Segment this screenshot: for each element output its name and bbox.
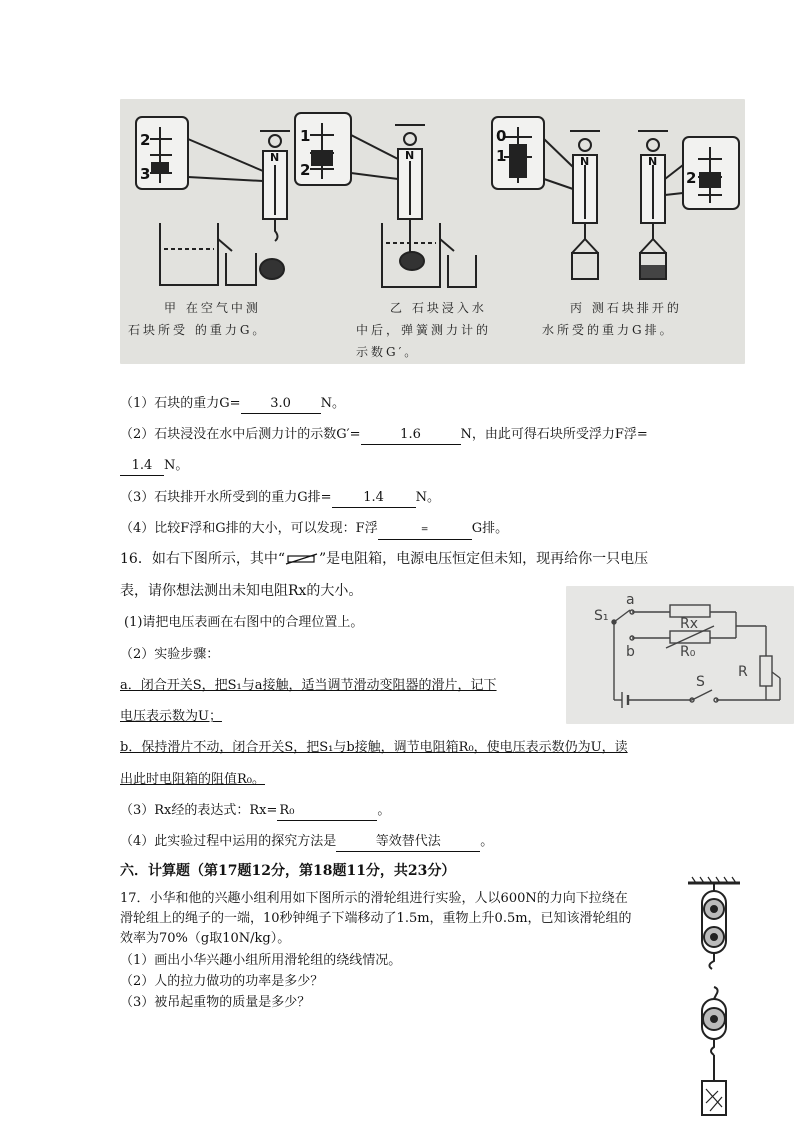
q17-question-1: （1）画出小华兴趣小组所用滑轮组的绕线情况。 — [120, 953, 402, 968]
caption-jia: 石块所受 的重力G。 — [128, 323, 268, 337]
scale-label: N — [580, 155, 590, 168]
answer-compare: = — [378, 521, 472, 540]
q16-part3: （3）Rx经的表达式：Rx= R₀ 。 — [120, 802, 390, 821]
q15-line2: （2）石块浸没在水中后测力计的示数G′= 1.6 N，由此可得石块所受浮力F浮= — [120, 426, 648, 445]
q15-line3: （3）石块排开水所受到的重力G排= 1.4 N。 — [120, 489, 440, 508]
q17-text-3: 效率为70%（g取10N/kg）。 — [120, 931, 291, 946]
circuit-label-s1: S₁ — [594, 608, 609, 624]
q17-text-2: 滑轮组上的绳子的一端，10秒钟绳子下端移动了1.5m，重物上升0.5m，已知该滑轮组的 — [120, 911, 632, 926]
circuit-label-r0: R₀ — [680, 644, 696, 660]
q16-intro-1: 16．如右下图所示，其中“ ”是电阻箱，电源电压恒定但未知，现再给你一只电压 — [120, 551, 649, 567]
caption-bing: 水所受的重力G排。 — [542, 323, 675, 337]
scale-label: 1 — [496, 147, 507, 165]
circuit-diagram — [566, 586, 794, 724]
scale-label: 0 — [496, 127, 507, 145]
scale-label: 2 — [300, 161, 311, 179]
answer-buoyancy: 1.4 — [120, 457, 164, 476]
scale-label: N — [648, 155, 658, 168]
resistor-box-icon — [285, 553, 319, 565]
pulley-figure — [684, 875, 744, 1120]
q16-part4: （4）此实验过程中运用的探究方法是 等效替代法 。 — [120, 833, 493, 852]
q16-step-b-2: 出此时电阻箱的阻值R₀。 — [120, 772, 265, 787]
experiment-figure — [120, 99, 745, 364]
circuit-label-rx: Rx — [680, 616, 699, 632]
scale-label: 2 — [140, 131, 151, 149]
q17-text-1: 17．小华和他的兴趣小组利用如下图所示的滑轮组进行实验，人以600N的力向下拉绕在 — [120, 891, 628, 906]
caption-jia: 甲 在空气中测 — [164, 301, 261, 315]
circuit-label-s: S — [696, 674, 705, 690]
answer-reading: 1.6 — [361, 426, 461, 445]
caption-yi: 乙 石块浸入水 — [390, 301, 487, 315]
answer-displaced: 1.4 — [332, 489, 416, 508]
answer-rx: R₀ — [277, 802, 377, 821]
scale-label: 2 — [686, 169, 697, 187]
scale-label: 3 — [140, 165, 151, 183]
scale-label: N — [405, 149, 415, 162]
circuit-label-a: a — [626, 592, 635, 608]
circuit-figure — [566, 586, 794, 724]
q16-part2: （2）实验步骤： — [120, 647, 220, 662]
q16-intro-2: 表，请你想法测出未知电阻Rx的大小。 — [120, 583, 363, 599]
answer-gravity: 3.0 — [241, 395, 321, 414]
q16-step-b-1: b．保持滑片不动，闭合开关S，把S₁与b接触，调节电阻箱R₀，使电压表示数仍为U，读 — [120, 740, 628, 755]
scale-label: 1 — [300, 127, 311, 145]
caption-yi: 中后，弹簧测力计的 — [356, 323, 492, 337]
q17-question-2: （2）人的拉力做功的功率是多少？ — [120, 974, 324, 989]
q15-line2b: 1.4 N。 — [120, 457, 188, 476]
caption-yi: 示数G′。 — [356, 345, 420, 359]
circuit-label-b: b — [626, 644, 635, 660]
answer-method: 等效替代法 — [336, 833, 480, 852]
circuit-label-r: R — [738, 664, 748, 680]
q16-part1: (1)请把电压表画在右图中的合理位置上。 — [124, 615, 364, 630]
caption-bing: 丙 测石块排开的 — [570, 301, 682, 315]
section-title: 六．计算题（第17题12分，第18题11分，共23分） — [120, 863, 456, 879]
scale-label: N — [270, 151, 280, 164]
q17-question-3: （3）被吊起重物的质量是多少？ — [120, 995, 311, 1010]
q16-step-a-1: a．闭合开关S，把S₁与a接触，适当调节滑动变阻器的滑片，记下 — [120, 678, 497, 693]
q15-line4: （4）比较F浮和G排的大小，可以发现：F浮 = G排。 — [120, 520, 508, 540]
q16-step-a-2: 电压表示数为U； — [120, 709, 222, 724]
q15-line1: （1）石块的重力G= 3.0 N。 — [120, 395, 345, 414]
